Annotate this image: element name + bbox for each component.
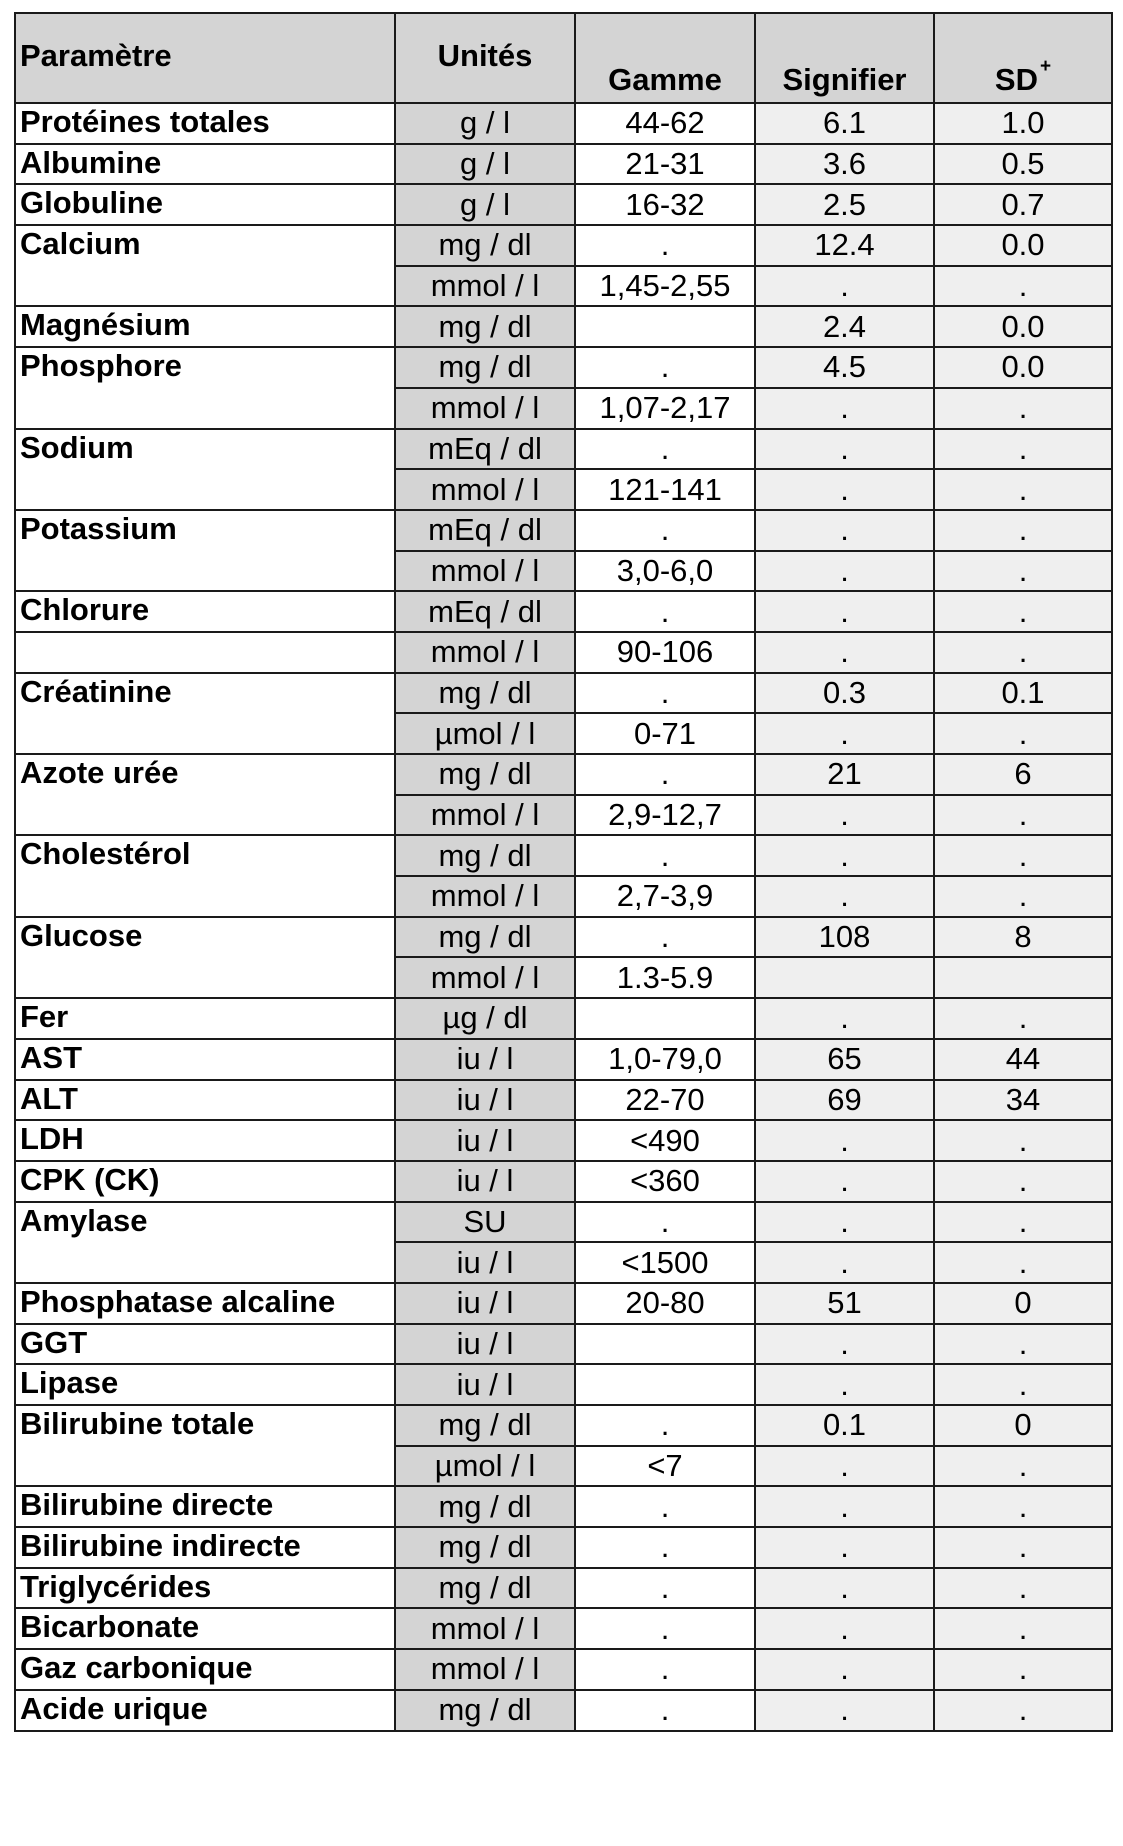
range-cell: 20-80 [575, 1283, 755, 1324]
parameter-name: LDH [15, 1120, 395, 1161]
parameter-name: Bilirubine totale [15, 1405, 395, 1486]
unit-cell: mmol / l [395, 388, 575, 429]
unit-cell: mmol / l [395, 551, 575, 592]
range-cell: 2,7-3,9 [575, 876, 755, 917]
mean-cell: . [755, 1120, 934, 1161]
unit-cell: mg / dl [395, 1568, 575, 1609]
header-sd [934, 13, 1112, 103]
range-cell [575, 998, 755, 1039]
unit-cell: mg / dl [395, 673, 575, 714]
range-cell: . [575, 1202, 755, 1243]
unit-cell: mmol / l [395, 469, 575, 510]
unit-cell: mmol / l [395, 632, 575, 673]
unit-cell: mg / dl [395, 835, 575, 876]
sd-cell: 0.5 [934, 144, 1112, 185]
mean-cell: . [755, 1161, 934, 1202]
parameter-name: Magnésium [15, 306, 395, 347]
mean-cell: . [755, 1608, 934, 1649]
parameter-name: Sodium [15, 429, 395, 510]
mean-cell: . [755, 713, 934, 754]
table-row [15, 306, 1112, 347]
table-row [15, 1527, 1112, 1568]
unit-cell: µmol / l [395, 1446, 575, 1487]
sd-cell: . [934, 1446, 1112, 1487]
table-row [15, 184, 1112, 225]
mean-cell: 2.5 [755, 184, 934, 225]
range-cell: 1,45-2,55 [575, 266, 755, 307]
sd-cell: 0.1 [934, 673, 1112, 714]
mean-cell: . [755, 1202, 934, 1243]
mean-cell: . [755, 1568, 934, 1609]
mean-cell: 69 [755, 1080, 934, 1121]
header-parameter: Paramètre [15, 13, 395, 103]
table-row [15, 754, 1112, 795]
table-row [15, 835, 1112, 876]
range-cell: . [575, 1568, 755, 1609]
range-cell: 1,07-2,17 [575, 388, 755, 429]
mean-cell [755, 957, 934, 998]
mean-cell: . [755, 1446, 934, 1487]
sd-cell: . [934, 591, 1112, 632]
table-row [15, 1486, 1112, 1527]
range-cell: . [575, 754, 755, 795]
sd-cell: . [934, 1527, 1112, 1568]
table-row [15, 1039, 1112, 1080]
range-cell: . [575, 429, 755, 470]
unit-cell: mg / dl [395, 917, 575, 958]
table-row [15, 225, 1112, 266]
unit-cell: mEq / dl [395, 429, 575, 470]
sd-cell: . [934, 469, 1112, 510]
unit-cell: mEq / dl [395, 591, 575, 632]
mean-cell: . [755, 876, 934, 917]
range-cell: <490 [575, 1120, 755, 1161]
sd-cell: . [934, 1568, 1112, 1609]
range-cell: 21-31 [575, 144, 755, 185]
parameter-name: Acide urique [15, 1690, 395, 1731]
unit-cell: mmol / l [395, 795, 575, 836]
unit-cell: mg / dl [395, 1486, 575, 1527]
unit-cell: mg / dl [395, 754, 575, 795]
mean-cell: . [755, 1690, 934, 1731]
parameter-name [15, 632, 395, 673]
header-sd-superscript: + [1039, 56, 1052, 77]
sd-cell: . [934, 1324, 1112, 1365]
sd-cell: . [934, 795, 1112, 836]
mean-cell: 4.5 [755, 347, 934, 388]
table-row [15, 1161, 1112, 1202]
range-cell: 0-71 [575, 713, 755, 754]
table-row [15, 1405, 1112, 1446]
range-cell: 44-62 [575, 103, 755, 144]
sd-cell: . [934, 1364, 1112, 1405]
range-cell: <360 [575, 1161, 755, 1202]
mean-cell: . [755, 795, 934, 836]
unit-cell: iu / l [395, 1324, 575, 1365]
mean-cell: . [755, 388, 934, 429]
sd-cell: 0.0 [934, 306, 1112, 347]
table-row [15, 144, 1112, 185]
sd-cell: 0.0 [934, 225, 1112, 266]
range-cell [575, 306, 755, 347]
unit-cell: mg / dl [395, 306, 575, 347]
unit-cell: g / l [395, 144, 575, 185]
sd-cell: . [934, 632, 1112, 673]
table-row [15, 1364, 1112, 1405]
table-row [15, 632, 1112, 673]
unit-cell: iu / l [395, 1283, 575, 1324]
parameter-name: Globuline [15, 184, 395, 225]
table-body [15, 103, 1112, 1731]
mean-cell: . [755, 551, 934, 592]
table-row [15, 1120, 1112, 1161]
sd-cell: . [934, 713, 1112, 754]
mean-cell: 65 [755, 1039, 934, 1080]
mean-cell: . [755, 1242, 934, 1283]
unit-cell: µg / dl [395, 998, 575, 1039]
mean-cell: 21 [755, 754, 934, 795]
sd-cell: . [934, 876, 1112, 917]
parameter-name: Bilirubine indirecte [15, 1527, 395, 1568]
range-cell: . [575, 1405, 755, 1446]
unit-cell: mg / dl [395, 1405, 575, 1446]
parameter-name: Triglycérides [15, 1568, 395, 1609]
mean-cell: . [755, 429, 934, 470]
table-row [15, 347, 1112, 388]
parameter-name: Phosphatase alcaline [15, 1283, 395, 1324]
sd-cell: 44 [934, 1039, 1112, 1080]
range-cell: 3,0-6,0 [575, 551, 755, 592]
parameter-name: Albumine [15, 144, 395, 185]
sd-cell: 0 [934, 1405, 1112, 1446]
range-cell: . [575, 1690, 755, 1731]
sd-cell: . [934, 998, 1112, 1039]
mean-cell: 6.1 [755, 103, 934, 144]
unit-cell: mmol / l [395, 876, 575, 917]
mean-cell: . [755, 1486, 934, 1527]
sd-cell: . [934, 429, 1112, 470]
mean-cell: . [755, 1364, 934, 1405]
mean-cell: . [755, 998, 934, 1039]
range-cell: <7 [575, 1446, 755, 1487]
range-cell: . [575, 1608, 755, 1649]
unit-cell: mmol / l [395, 1649, 575, 1690]
sd-cell [934, 957, 1112, 998]
mean-cell: 108 [755, 917, 934, 958]
unit-cell: mg / dl [395, 225, 575, 266]
unit-cell: iu / l [395, 1242, 575, 1283]
header-sd-label: SD [994, 62, 1038, 97]
unit-cell: mmol / l [395, 957, 575, 998]
sd-cell: . [934, 551, 1112, 592]
sd-cell: . [934, 835, 1112, 876]
unit-cell: iu / l [395, 1120, 575, 1161]
sd-cell: 34 [934, 1080, 1112, 1121]
range-cell: . [575, 1486, 755, 1527]
unit-cell: mEq / dl [395, 510, 575, 551]
sd-cell: 0 [934, 1283, 1112, 1324]
sd-cell: . [934, 1242, 1112, 1283]
table-row [15, 103, 1112, 144]
sd-cell: 0.7 [934, 184, 1112, 225]
parameter-name: Phosphore [15, 347, 395, 428]
range-cell: . [575, 673, 755, 714]
sd-cell: . [934, 510, 1112, 551]
sd-cell: . [934, 388, 1112, 429]
range-cell [575, 1324, 755, 1365]
header-range: Gamme [575, 13, 755, 103]
range-cell: 22-70 [575, 1080, 755, 1121]
unit-cell: iu / l [395, 1161, 575, 1202]
unit-cell: iu / l [395, 1039, 575, 1080]
range-cell: 1,0-79,0 [575, 1039, 755, 1080]
range-cell: 121-141 [575, 469, 755, 510]
mean-cell: . [755, 591, 934, 632]
range-cell: . [575, 225, 755, 266]
range-cell: 16-32 [575, 184, 755, 225]
mean-cell: . [755, 1527, 934, 1568]
biochemistry-reference-table [14, 12, 1113, 1732]
parameter-name: Potassium [15, 510, 395, 591]
range-cell [575, 1364, 755, 1405]
mean-cell: 0.3 [755, 673, 934, 714]
parameter-name: Calcium [15, 225, 395, 306]
unit-cell: g / l [395, 184, 575, 225]
table-row [15, 1649, 1112, 1690]
mean-cell: . [755, 1324, 934, 1365]
mean-cell: 12.4 [755, 225, 934, 266]
mean-cell: 3.6 [755, 144, 934, 185]
parameter-name: Bicarbonate [15, 1608, 395, 1649]
table-row [15, 1283, 1112, 1324]
mean-cell: . [755, 632, 934, 673]
parameter-name: Glucose [15, 917, 395, 998]
header-mean: Signifier [755, 13, 934, 103]
sd-cell: . [934, 1608, 1112, 1649]
parameter-name: Cholestérol [15, 835, 395, 916]
unit-cell: mmol / l [395, 1608, 575, 1649]
mean-cell: . [755, 1649, 934, 1690]
table-row [15, 1202, 1112, 1243]
table-row [15, 510, 1112, 551]
mean-cell: 2.4 [755, 306, 934, 347]
range-cell: . [575, 1527, 755, 1568]
mean-cell: . [755, 510, 934, 551]
range-cell: 1.3-5.9 [575, 957, 755, 998]
table-row [15, 673, 1112, 714]
parameter-name: CPK (CK) [15, 1161, 395, 1202]
unit-cell: mmol / l [395, 266, 575, 307]
unit-cell: mg / dl [395, 1527, 575, 1568]
sd-cell: . [934, 1649, 1112, 1690]
range-cell: . [575, 591, 755, 632]
sd-cell: . [934, 1486, 1112, 1527]
sd-cell: . [934, 1690, 1112, 1731]
unit-cell: g / l [395, 103, 575, 144]
mean-cell: . [755, 266, 934, 307]
range-cell: . [575, 1649, 755, 1690]
mean-cell: 51 [755, 1283, 934, 1324]
table-row [15, 591, 1112, 632]
unit-cell: mg / dl [395, 347, 575, 388]
unit-cell: SU [395, 1202, 575, 1243]
unit-cell: mg / dl [395, 1690, 575, 1731]
range-cell: . [575, 917, 755, 958]
sd-cell: . [934, 266, 1112, 307]
parameter-name: Bilirubine directe [15, 1486, 395, 1527]
sd-cell: 6 [934, 754, 1112, 795]
table-row [15, 917, 1112, 958]
sd-cell: 0.0 [934, 347, 1112, 388]
unit-cell: iu / l [395, 1364, 575, 1405]
mean-cell: 0.1 [755, 1405, 934, 1446]
range-cell: . [575, 347, 755, 388]
table-row [15, 1608, 1112, 1649]
sd-cell: 8 [934, 917, 1112, 958]
parameter-name: GGT [15, 1324, 395, 1365]
table-row [15, 1324, 1112, 1365]
parameter-name: Lipase [15, 1364, 395, 1405]
range-cell: 90-106 [575, 632, 755, 673]
range-cell: . [575, 835, 755, 876]
header-row [15, 13, 1112, 103]
parameter-name: Créatinine [15, 673, 395, 754]
mean-cell: . [755, 469, 934, 510]
unit-cell: µmol / l [395, 713, 575, 754]
parameter-name: ALT [15, 1080, 395, 1121]
table-row [15, 429, 1112, 470]
header-units: Unités [395, 13, 575, 103]
table-row [15, 1568, 1112, 1609]
parameter-name: Fer [15, 998, 395, 1039]
range-cell: . [575, 510, 755, 551]
parameter-name: Amylase [15, 1202, 395, 1283]
sd-cell: 1.0 [934, 103, 1112, 144]
parameter-name: Protéines totales [15, 103, 395, 144]
parameter-name: Azote urée [15, 754, 395, 835]
table-row [15, 998, 1112, 1039]
parameter-name: Gaz carbonique [15, 1649, 395, 1690]
sd-cell: . [934, 1202, 1112, 1243]
range-cell: <1500 [575, 1242, 755, 1283]
unit-cell: iu / l [395, 1080, 575, 1121]
sd-cell: . [934, 1120, 1112, 1161]
table-row [15, 1080, 1112, 1121]
parameter-name: AST [15, 1039, 395, 1080]
range-cell: 2,9-12,7 [575, 795, 755, 836]
mean-cell: . [755, 835, 934, 876]
table-row [15, 1690, 1112, 1731]
parameter-name: Chlorure [15, 591, 395, 632]
sd-cell: . [934, 1161, 1112, 1202]
